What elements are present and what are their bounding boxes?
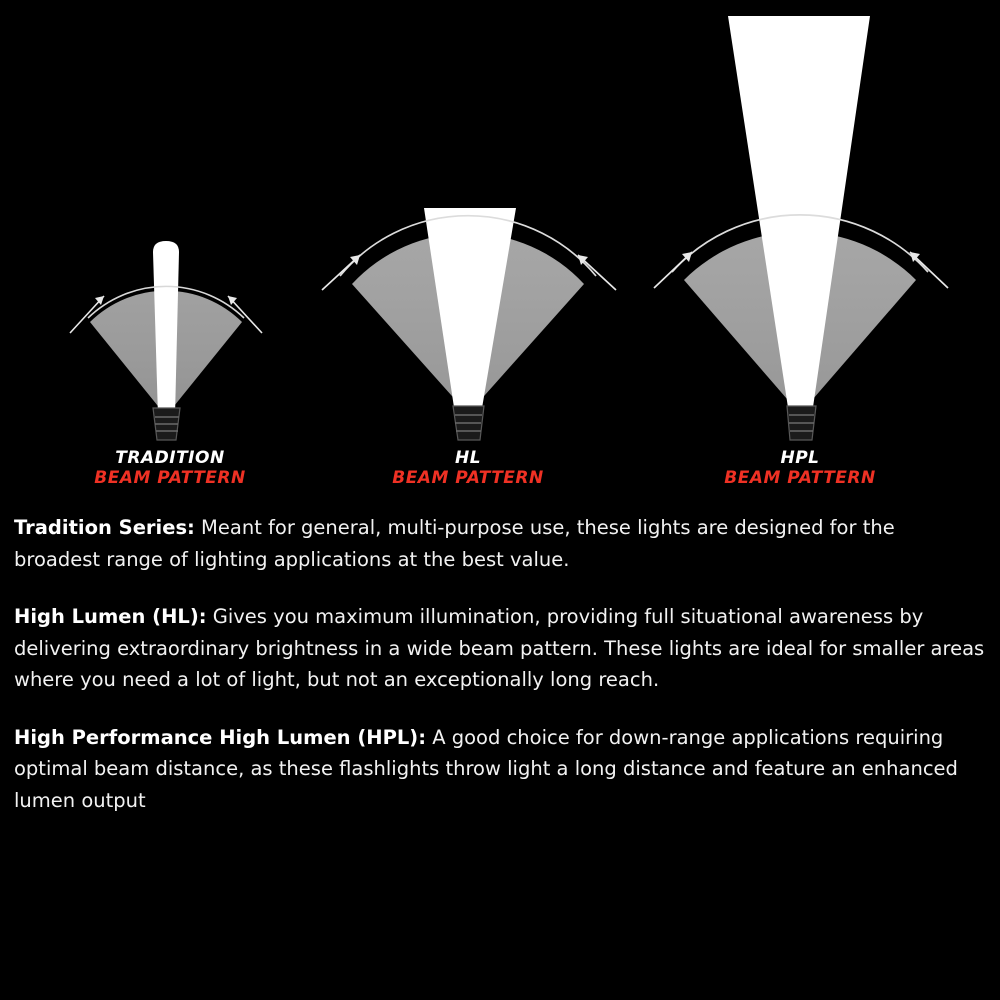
paragraph-lead: High Lumen (HL):: [14, 605, 207, 629]
paragraph-hpl: [14, 722, 986, 817]
hl-flashlight-body: [453, 406, 484, 440]
beam-series-label: HPL: [780, 448, 820, 468]
paragraph-lead: High Performance High Lumen (HPL):: [14, 725, 427, 749]
paragraph-lead: Tradition Series:: [14, 516, 195, 539]
beam-pattern-label: BEAM PATTERN: [724, 468, 876, 489]
paragraph-body: Gives you maximum illumination, providing full situational awareness by delivering extraordinary brightness in a wide beam pattern. These lights are ideal for smaller areas where you need a lot of light, but not an exceptionally long reach.: [14, 605, 985, 692]
paragraph-body: A good choice for down-range applications requiring optimal beam distance, as these flashlights throw light a long distance and feature an enhanced lumen output: [14, 725, 958, 813]
paragraph-body: Meant for general, multi-purpose use, these lights are designed for the broadest range of lighting applications at the best value.: [14, 516, 895, 571]
beam-series-label: HL: [454, 448, 482, 468]
paragraph-tradition: [14, 512, 986, 575]
hpl-flashlight-body: [787, 406, 816, 440]
beam-label-tradition: [80, 448, 260, 488]
beam-label-hl: [378, 448, 558, 488]
beam-series-label: TRADITION: [115, 448, 225, 468]
paragraph-hl: [14, 601, 986, 696]
description-block: [0, 512, 1000, 817]
tradition-flashlight-body: [153, 408, 180, 440]
beam-label-hpl: [710, 448, 890, 488]
beam-pattern-label: BEAM PATTERN: [392, 468, 544, 489]
beam-pattern-label: BEAM PATTERN: [94, 468, 246, 489]
